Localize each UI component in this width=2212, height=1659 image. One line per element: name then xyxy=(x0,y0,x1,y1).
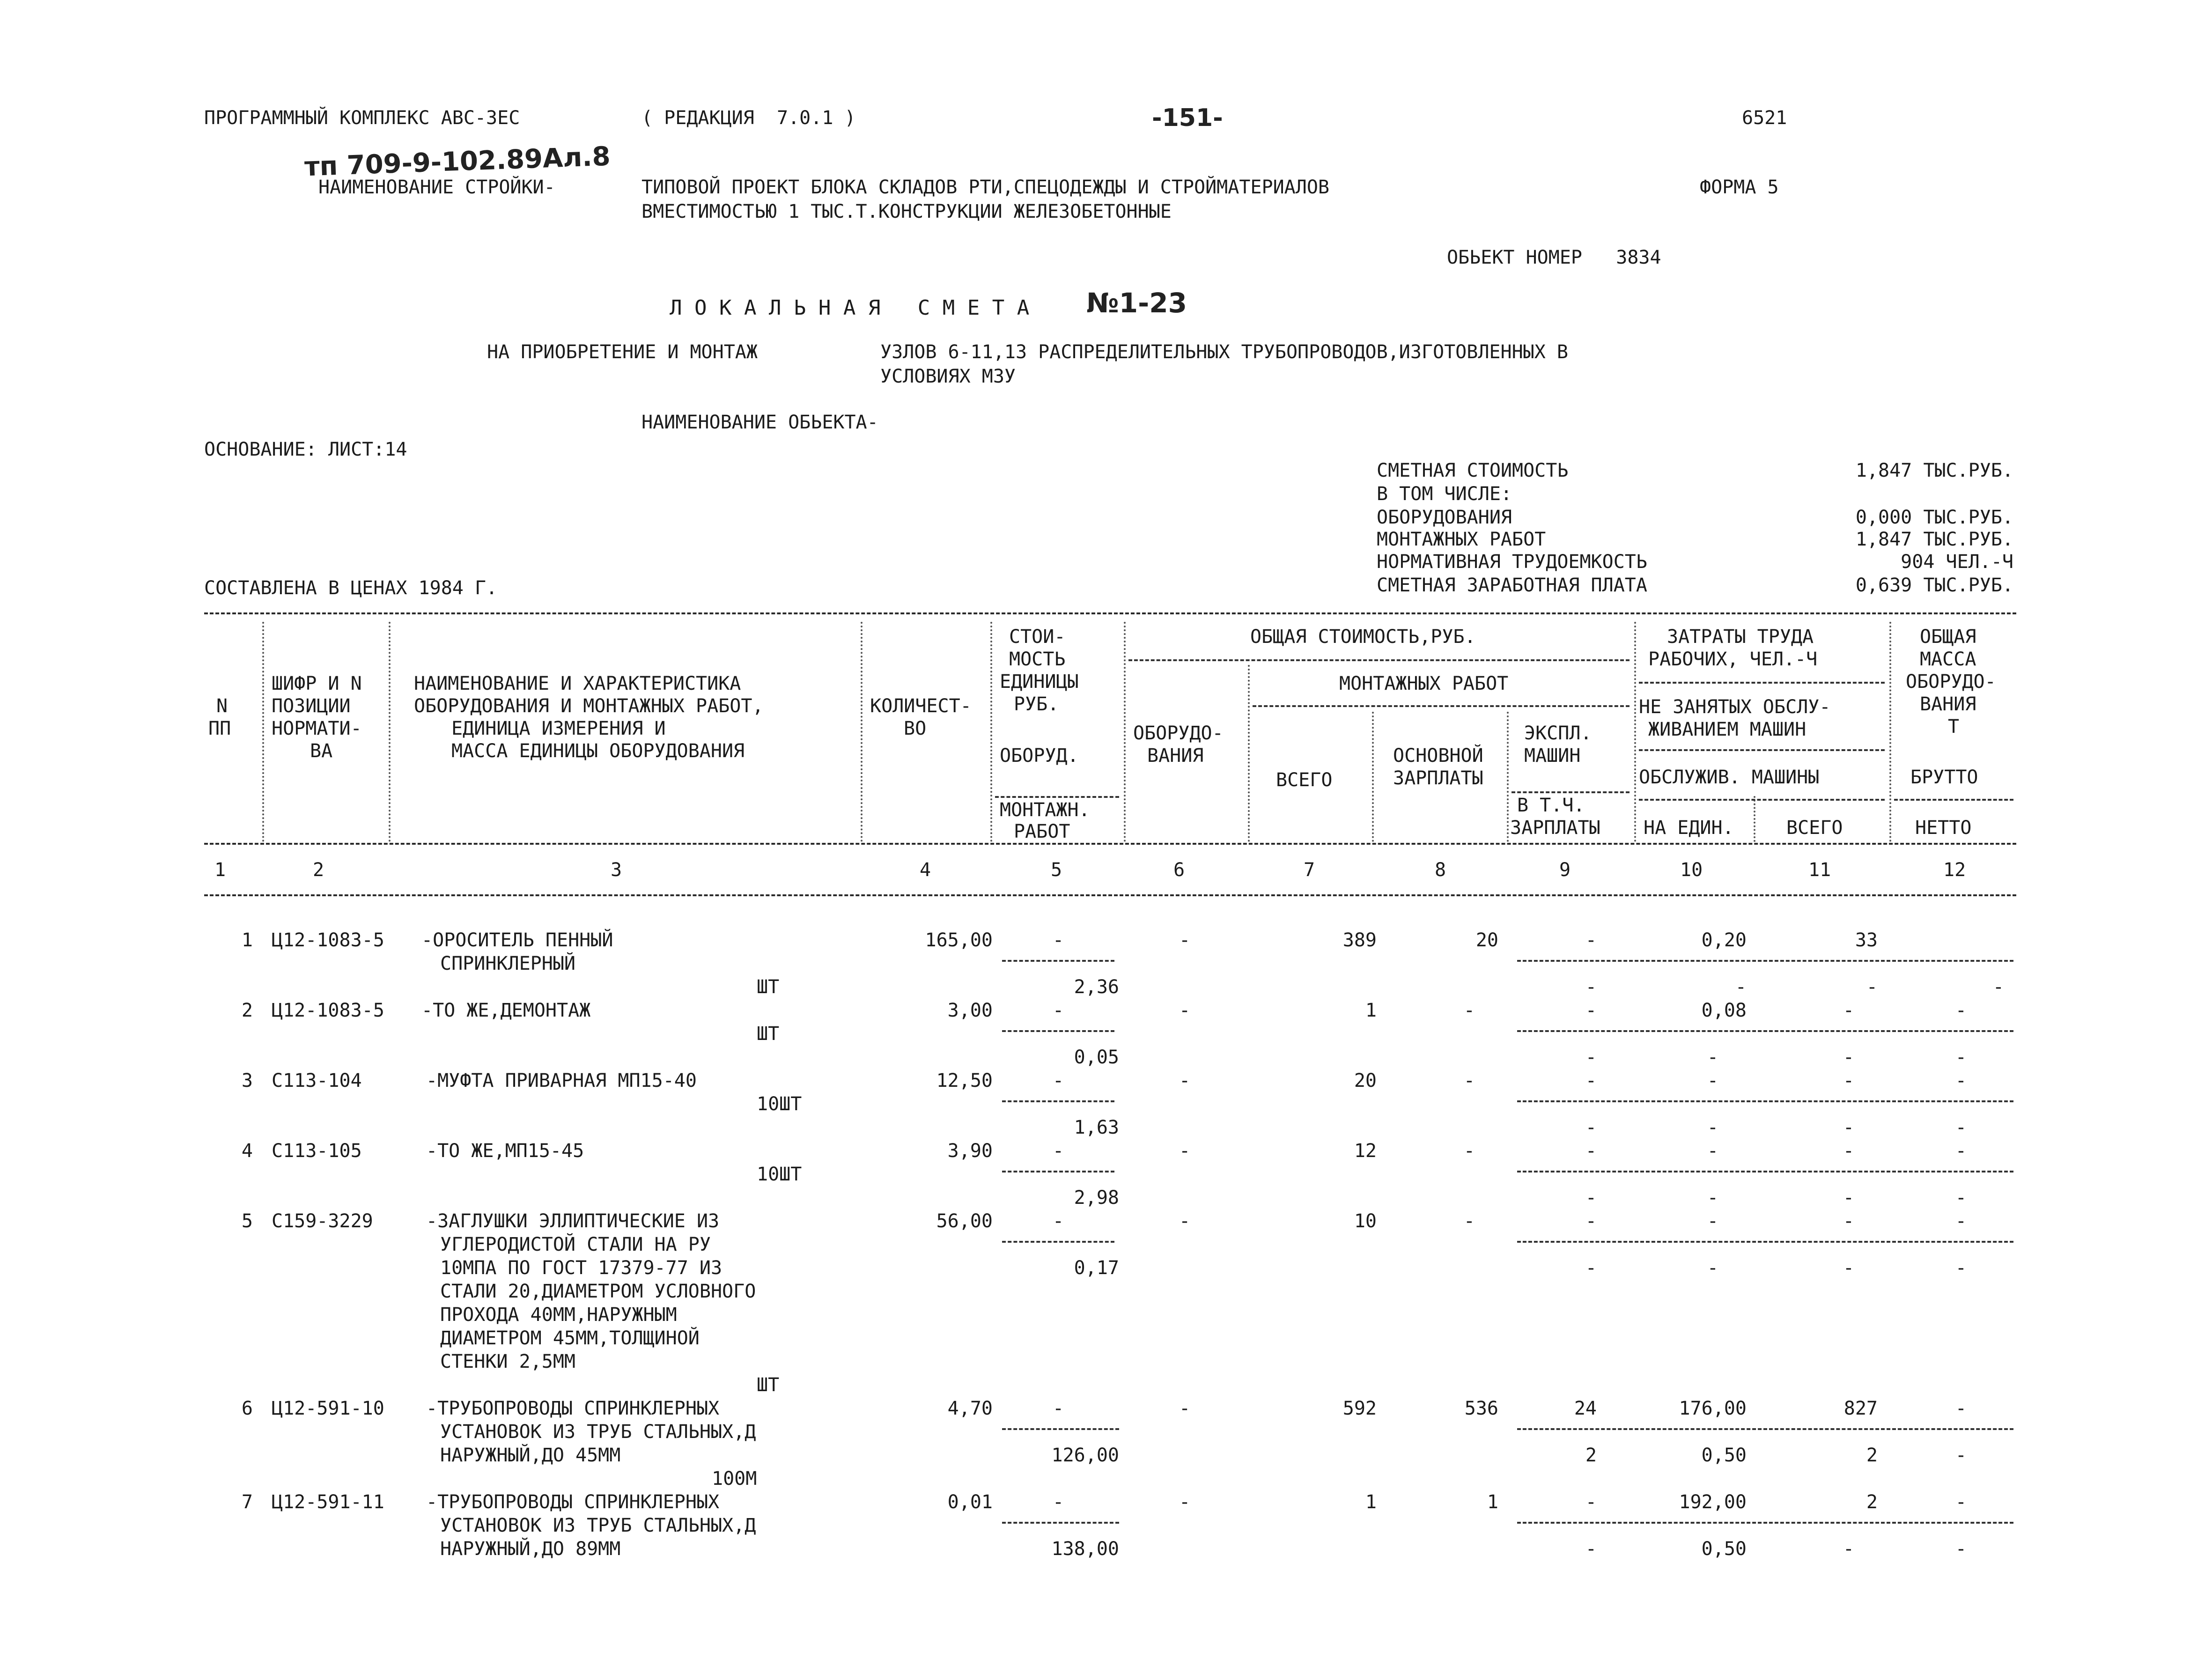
divider xyxy=(1639,799,1885,801)
cell-name: ДИАМЕТРОМ 45ММ,ТОЛЩИНОЙ xyxy=(440,1327,700,1349)
cell-quantity: 4,70 xyxy=(947,1398,993,1419)
divider xyxy=(204,894,2016,896)
cell-mount-cost: 2,36 xyxy=(1074,976,1119,998)
cell-name: СТЕНКИ 2,5ММ xyxy=(440,1351,575,1372)
divider xyxy=(1634,622,1636,842)
construction-label: НАИМЕНОВАНИЕ СТРОЙКИ- xyxy=(318,177,555,198)
cell-base-salary: 1 xyxy=(1487,1491,1498,1513)
subject-line1: УЗЛОВ 6-11,13 РАСПРЕДЕЛИТЕЛЬНЫХ ТРУБОПРОВОДОВ,ИЗГОТОВЛЕННЫХ В xyxy=(880,341,1569,363)
summary-label: В ТОМ ЧИСЛЕ: xyxy=(1377,483,1512,505)
cell-equipment-total: - xyxy=(1179,1070,1191,1091)
divider xyxy=(1002,1100,1114,1102)
divider xyxy=(1002,1428,1119,1430)
price-level: СОСТАВЛЕНА В ЦЕНАХ 1984 Г. xyxy=(204,577,498,599)
cell-machines-salary: 2 xyxy=(1585,1445,1597,1466)
cell-labor-total: - xyxy=(1843,1000,1854,1021)
header-col-name: НАИМЕНОВАНИЕ И ХАРАКТЕРИСТИКА xyxy=(414,673,741,694)
cell-code: С113-105 xyxy=(272,1140,362,1162)
cell-mass: - xyxy=(1955,1210,1967,1232)
cell-name: -ЗАГЛУШКИ ЭЛЛИПТИЧЕСКИЕ ИЗ xyxy=(426,1210,720,1232)
divider xyxy=(1002,1030,1114,1032)
cell-mount-cost: 138,00 xyxy=(1051,1538,1119,1560)
header-labor: ЗАТРАТЫ ТРУДА xyxy=(1667,626,1814,648)
divider xyxy=(1517,1100,2013,1102)
form-number: ФОРМА 5 xyxy=(1700,177,1779,198)
cell-name: -ТРУБОПРОВОДЫ СПРИНКЛЕРНЫХ xyxy=(426,1398,720,1419)
column-number: 9 xyxy=(1559,859,1571,881)
cell-machines: - xyxy=(1585,1491,1597,1513)
column-number: 7 xyxy=(1304,859,1315,881)
header-col-equipment: ОБОРУДО- xyxy=(1133,723,1224,744)
cell-mass: - xyxy=(1955,1000,1967,1021)
cell-base-salary: - xyxy=(1463,1210,1475,1232)
cell-mass: - xyxy=(1955,1070,1967,1091)
handwritten-project-code: тп 709-9-102.89Ал.8 xyxy=(304,141,611,183)
cell-mass-net: - xyxy=(1955,1445,1967,1466)
cell-name: НАРУЖНЫЙ,ДО 45ММ xyxy=(440,1445,621,1466)
header-labor-sub: ОБСЛУЖИВ. МАШИНЫ xyxy=(1639,767,1820,788)
cell-base-salary: - xyxy=(1463,1000,1475,1021)
construction-name-line2: ВМЕСТИМОСТЬЮ 1 ТЫС.Т.КОНСТРУКЦИИ ЖЕЛЕЗОБЕТОННЫЕ xyxy=(641,201,1172,222)
cell-labor-total: 827 xyxy=(1843,1398,1878,1419)
header-col-unit-cost: СТОИ- xyxy=(1009,626,1066,648)
cell-base-salary: - xyxy=(1463,1140,1475,1162)
header-col-mass: МАССА xyxy=(1920,649,1976,670)
divider xyxy=(1507,712,1509,842)
summary-label: СМЕТНАЯ СТОИМОСТЬ xyxy=(1377,460,1569,481)
divider xyxy=(1253,705,1630,707)
cell-labor-machines-total: - xyxy=(1843,1257,1854,1279)
summary-label: МОНТАЖНЫХ РАБОТ xyxy=(1377,529,1546,550)
cell-base-salary: - xyxy=(1463,1070,1475,1091)
cell-mass: - xyxy=(1955,1491,1967,1513)
header-col-mass: БРУТТО xyxy=(1910,767,1978,788)
cell-mass-net: - xyxy=(1955,1047,1967,1068)
cell-machines-salary: - xyxy=(1585,1257,1597,1279)
divider xyxy=(1002,1171,1114,1172)
cell-machines-salary: - xyxy=(1585,1047,1597,1068)
cell-equipment-cost: - xyxy=(1052,1491,1064,1513)
divider xyxy=(1894,799,2013,801)
cell-name: -ОРОСИТЕЛЬ ПЕННЫЙ xyxy=(421,929,613,951)
divider xyxy=(1002,1241,1114,1243)
cell-name: УГЛЕРОДИСТОЙ СТАЛИ НА РУ xyxy=(440,1234,711,1255)
header-col-code: ШИФР И N xyxy=(272,673,362,694)
header-col-name: ОБОРУДОВАНИЯ И МОНТАЖНЫХ РАБОТ, xyxy=(414,695,764,717)
cell-mount-cost: 1,63 xyxy=(1074,1117,1119,1138)
header-mount-works: МОНТАЖНЫХ РАБОТ xyxy=(1339,673,1509,694)
cell-code: С113-104 xyxy=(272,1070,362,1091)
cell-total: 592 xyxy=(1342,1398,1377,1419)
header-col-unit-cost: РУБ. xyxy=(1014,693,1059,715)
estimate-title: Л О К А Л Ь Н А Я С М Е Т А xyxy=(670,296,1030,320)
cell-name: -ТРУБОПРОВОДЫ СПРИНКЛЕРНЫХ xyxy=(426,1491,720,1513)
header-col-mass: Т xyxy=(1948,716,1960,737)
cell-number: 3 xyxy=(241,1070,253,1091)
divider xyxy=(1639,682,1885,684)
cell-base-salary: 20 xyxy=(1475,929,1498,951)
header-col-mass: ОБОРУДО- xyxy=(1906,671,1996,693)
cell-total: 1 xyxy=(1365,1491,1377,1513)
header-col-unit-cost: РАБОТ xyxy=(1014,821,1070,842)
summary-label: СМЕТНАЯ ЗАРАБОТНАЯ ПЛАТА xyxy=(1377,575,1647,596)
cell-machines-salary: - xyxy=(1585,1187,1597,1209)
cell-labor-per-unit: - xyxy=(1707,1210,1718,1232)
cell-equipment-cost: - xyxy=(1052,1398,1064,1419)
divider xyxy=(1248,665,1250,842)
header-col-code: ПОЗИЦИИ xyxy=(272,695,351,717)
cell-code: С159-3229 xyxy=(272,1210,373,1232)
cell-mount-cost: 126,00 xyxy=(1051,1445,1119,1466)
cell-name: УСТАНОВОК ИЗ ТРУБ СТАЛЬНЫХ,Д xyxy=(440,1515,756,1536)
cell-labor-machines: - xyxy=(1707,1187,1718,1209)
subject-line2: УСЛОВИЯХ МЗУ xyxy=(880,366,1016,387)
cell-labor-total: - xyxy=(1843,1070,1854,1091)
divider xyxy=(389,622,391,842)
cell-machines-salary: - xyxy=(1585,1538,1597,1560)
cell-quantity: 3,00 xyxy=(947,1000,993,1021)
divider xyxy=(1517,1241,2013,1243)
summary-value: 904 ЧЕЛ.-Ч xyxy=(1901,551,2013,573)
cell-labor-per-unit: 192,00 xyxy=(1679,1491,1747,1513)
cell-code: Ц12-591-10 xyxy=(272,1398,384,1419)
estimate-number-handwritten: №1-23 xyxy=(1086,287,1187,319)
divider xyxy=(1512,791,1630,793)
cell-labor-machines: - xyxy=(1707,1257,1718,1279)
column-number: 1 xyxy=(214,859,226,881)
header-col-equipment: ВАНИЯ xyxy=(1147,745,1204,767)
column-number: 12 xyxy=(1943,859,1966,881)
header-col-base-salary: ЗАРПЛАТЫ xyxy=(1393,767,1483,789)
header-col-base-salary: ОСНОВНОЙ xyxy=(1393,745,1483,767)
divider xyxy=(990,622,992,842)
column-number: 2 xyxy=(313,859,324,881)
header-col-unit-cost: ОБОРУД. xyxy=(1000,745,1079,767)
header-col-total: ВСЕГО xyxy=(1276,769,1333,791)
divider xyxy=(1517,1171,2013,1172)
header-col-code: ВА xyxy=(310,740,333,762)
header-col-quantity: КОЛИЧЕСТ- xyxy=(870,695,972,717)
cell-number: 4 xyxy=(241,1140,253,1162)
cell-machines: - xyxy=(1585,1070,1597,1091)
cell-labor-machines-total: - xyxy=(1843,1538,1854,1560)
cell-mass-net: - xyxy=(1955,1257,1967,1279)
edition: ( РЕДАКЦИЯ 7.0.1 ) xyxy=(641,107,856,129)
column-number: 4 xyxy=(920,859,931,881)
cell-labor-machines: - xyxy=(1735,976,1747,998)
cell-name: СТАЛИ 20,ДИАМЕТРОМ УСЛОВНОГО xyxy=(440,1281,756,1302)
cell-quantity: 0,01 xyxy=(947,1491,993,1513)
cell-code: Ц12-1083-5 xyxy=(272,1000,384,1021)
header-col-unit-cost: МОНТАЖН. xyxy=(1000,799,1090,821)
summary-value: 0,639 ТЫС.РУБ. xyxy=(1855,575,2013,596)
cell-labor-total: - xyxy=(1843,1140,1854,1162)
object-number: ОБЬЕКТ НОМЕР 3834 xyxy=(1447,247,1661,268)
header-col-name: ЕДИНИЦА ИЗМЕРЕНИЯ И xyxy=(451,718,666,739)
cell-machines-salary: - xyxy=(1585,976,1597,998)
header-col-machines: В Т.Ч. xyxy=(1517,795,1585,816)
header-col-code: НОРМАТИ- xyxy=(272,718,362,739)
divider xyxy=(1128,659,1630,661)
cell-number: 5 xyxy=(241,1210,253,1232)
cell-labor-per-unit: - xyxy=(1707,1140,1718,1162)
cell-labor-per-unit: 176,00 xyxy=(1679,1398,1747,1419)
cell-equipment-cost: - xyxy=(1052,929,1064,951)
cell-labor-machines-total: - xyxy=(1843,1117,1854,1138)
page-number: -151- xyxy=(1152,104,1223,132)
header-col-total-labor: ВСЕГО xyxy=(1786,817,1843,839)
cell-mount-cost: 2,98 xyxy=(1074,1187,1119,1209)
cell-mass-net: - xyxy=(1955,1187,1967,1209)
cell-unit: 10ШТ xyxy=(757,1164,802,1185)
construction-name-line1: ТИПОВОЙ ПРОЕКТ БЛОКА СКЛАДОВ РТИ,СПЕЦОДЕЖДЫ И СТРОЙМАТЕРИАЛОВ xyxy=(641,177,1330,198)
column-number: 6 xyxy=(1173,859,1185,881)
divider xyxy=(1372,712,1374,842)
cell-number: 2 xyxy=(241,1000,253,1021)
divider xyxy=(1517,1428,2013,1430)
cell-total: 10 xyxy=(1354,1210,1377,1232)
cell-machines-salary: - xyxy=(1585,1117,1597,1138)
cell-machines: - xyxy=(1585,929,1597,951)
cell-labor-machines-total: - xyxy=(1843,1047,1854,1068)
cell-machines: - xyxy=(1585,1210,1597,1232)
header-col-machines: МАШИН xyxy=(1524,745,1581,767)
divider xyxy=(995,796,1119,798)
cell-name: -МУФТА ПРИВАРНАЯ МП15-40 xyxy=(426,1070,697,1091)
header-col-name: МАССА ЕДИНИЦЫ ОБОРУДОВАНИЯ xyxy=(451,740,745,762)
column-number: 8 xyxy=(1435,859,1446,881)
cell-unit: 100М xyxy=(712,1468,757,1489)
header-col-mass: ОБЩАЯ xyxy=(1920,626,1976,648)
cell-equipment-total: - xyxy=(1179,1398,1191,1419)
cell-unit: ШТ xyxy=(757,1374,780,1396)
cell-total: 20 xyxy=(1354,1070,1377,1091)
cell-labor-machines: - xyxy=(1707,1047,1718,1068)
header-col-number: N xyxy=(216,695,228,717)
cell-equipment-total: - xyxy=(1179,1000,1191,1021)
summary-label: ОБОРУДОВАНИЯ xyxy=(1377,507,1512,528)
cell-labor-total: 2 xyxy=(1866,1491,1878,1513)
cell-equipment-cost: - xyxy=(1052,1000,1064,1021)
cell-machines: - xyxy=(1585,1140,1597,1162)
header-labor-sub: ЖИВАНИЕМ МАШИН xyxy=(1648,719,1806,740)
divider xyxy=(1889,622,1891,842)
header-col-machines: ЗАРПЛАТЫ xyxy=(1510,817,1600,839)
table-row xyxy=(0,1491,1967,1659)
cell-labor-machines: 0,50 xyxy=(1701,1445,1747,1466)
header-col-mass: НЕТТО xyxy=(1915,817,1972,839)
cell-labor-machines-total: - xyxy=(1843,1187,1854,1209)
cell-mass: - xyxy=(1955,1398,1967,1419)
divider xyxy=(204,843,2016,845)
divider xyxy=(1517,1522,2013,1524)
cell-code: Ц12-591-11 xyxy=(272,1491,384,1513)
header-col-unit-cost: МОСТЬ xyxy=(1009,649,1066,670)
column-number: 3 xyxy=(611,859,622,881)
cell-name: СПРИНКЛЕРНЫЙ xyxy=(440,953,575,974)
cell-name: ПРОХОДА 40ММ,НАРУЖНЫМ xyxy=(440,1304,677,1326)
cell-labor-total: - xyxy=(1843,1210,1854,1232)
cell-equipment-cost: - xyxy=(1052,1210,1064,1232)
cell-mass-net: - xyxy=(1992,976,2004,998)
divider xyxy=(1002,960,1114,962)
cell-mass-net: - xyxy=(1955,1538,1967,1560)
cell-unit: 10ШТ xyxy=(757,1093,802,1115)
cell-mass: - xyxy=(1955,1140,1967,1162)
cell-mass-net: - xyxy=(1955,1117,1967,1138)
divider xyxy=(262,622,264,842)
divider xyxy=(1639,749,1885,751)
cell-labor-per-unit: - xyxy=(1707,1070,1718,1091)
divider xyxy=(1124,622,1126,842)
subject-label: НА ПРИОБРЕТЕНИЕ И МОНТАЖ xyxy=(487,341,758,363)
object-name-label: НАИМЕНОВАНИЕ ОБЬЕКТА- xyxy=(641,412,878,433)
header-col-quantity: ВО xyxy=(904,718,927,739)
header-total-cost: ОБЩАЯ СТОИМОСТЬ,РУБ. xyxy=(1250,626,1476,648)
cell-quantity: 12,50 xyxy=(936,1070,993,1091)
cell-name: -ТО ЖЕ,МП15-45 xyxy=(426,1140,584,1162)
cell-mount-cost: 0,05 xyxy=(1074,1047,1119,1068)
cell-quantity: 56,00 xyxy=(936,1210,993,1232)
document-number: 6521 xyxy=(1742,107,1787,129)
divider xyxy=(1517,960,2013,962)
summary-value: 0,000 ТЫС.РУБ. xyxy=(1855,507,2013,528)
column-number: 10 xyxy=(1680,859,1703,881)
cell-unit: ШТ xyxy=(757,1023,780,1045)
summary-value: 1,847 ТЫС.РУБ. xyxy=(1855,529,2013,550)
program-name: ПРОГРАММНЫЙ КОМПЛЕКС АВС-3ЕС xyxy=(204,107,520,129)
cell-labor-machines: - xyxy=(1707,1117,1718,1138)
cell-quantity: 165,00 xyxy=(925,929,993,951)
cell-total: 12 xyxy=(1354,1140,1377,1162)
header-col-unit-cost: ЕДИНИЦЫ xyxy=(1000,671,1079,693)
cell-labor-per-unit: 0,20 xyxy=(1701,929,1747,951)
cell-name: -ТО ЖЕ,ДЕМОНТАЖ xyxy=(421,1000,591,1021)
header-col-mass: ВАНИЯ xyxy=(1920,693,1976,715)
cell-name: НАРУЖНЫЙ,ДО 89ММ xyxy=(440,1538,621,1560)
cell-labor-machines-total: 2 xyxy=(1866,1445,1878,1466)
cell-machines: - xyxy=(1585,1000,1597,1021)
basis: ОСНОВАНИЕ: ЛИСТ:14 xyxy=(204,439,407,460)
cell-labor-machines-total: - xyxy=(1866,976,1878,998)
header-labor-sub: НЕ ЗАНЯТЫХ ОБСЛУ- xyxy=(1639,696,1831,718)
cell-labor-per-unit: 0,08 xyxy=(1701,1000,1747,1021)
cell-number: 7 xyxy=(241,1491,253,1513)
divider xyxy=(861,622,863,842)
cell-total: 1 xyxy=(1365,1000,1377,1021)
divider xyxy=(1517,1030,2013,1032)
cell-mount-cost: 0,17 xyxy=(1074,1257,1119,1279)
cell-equipment-total: - xyxy=(1179,1491,1191,1513)
cell-machines: 24 xyxy=(1574,1398,1597,1419)
cell-quantity: 3,90 xyxy=(947,1140,993,1162)
column-number: 5 xyxy=(1051,859,1062,881)
cell-number: 1 xyxy=(241,929,253,951)
header-labor: РАБОЧИХ, ЧЕЛ.-Ч xyxy=(1648,649,1818,670)
divider xyxy=(204,612,2016,614)
cell-equipment-total: - xyxy=(1179,1210,1191,1232)
header-col-number: ПП xyxy=(208,718,231,739)
cell-number: 6 xyxy=(241,1398,253,1419)
column-number: 11 xyxy=(1808,859,1831,881)
header-col-per-unit: НА ЕДИН. xyxy=(1644,817,1734,839)
cell-name: 10МПА ПО ГОСТ 17379-77 ИЗ xyxy=(440,1257,723,1279)
cell-labor-machines: 0,50 xyxy=(1701,1538,1747,1560)
header-col-machines: ЭКСПЛ. xyxy=(1524,723,1592,744)
divider xyxy=(1002,1522,1119,1524)
cell-total: 389 xyxy=(1342,929,1377,951)
cell-unit: ШТ xyxy=(757,976,780,998)
summary-label: НОРМАТИВНАЯ ТРУДОЕМКОСТЬ xyxy=(1377,551,1647,573)
divider xyxy=(1754,796,1755,842)
cell-base-salary: 536 xyxy=(1464,1398,1498,1419)
cell-name: УСТАНОВОК ИЗ ТРУБ СТАЛЬНЫХ,Д xyxy=(440,1421,756,1443)
cell-equipment-total: - xyxy=(1179,929,1191,951)
cell-equipment-total: - xyxy=(1179,1140,1191,1162)
cell-code: Ц12-1083-5 xyxy=(272,929,384,951)
cell-equipment-cost: - xyxy=(1052,1070,1064,1091)
cell-equipment-cost: - xyxy=(1052,1140,1064,1162)
summary-value: 1,847 ТЫС.РУБ. xyxy=(1855,460,2013,481)
cell-labor-total: 33 xyxy=(1855,929,1878,951)
